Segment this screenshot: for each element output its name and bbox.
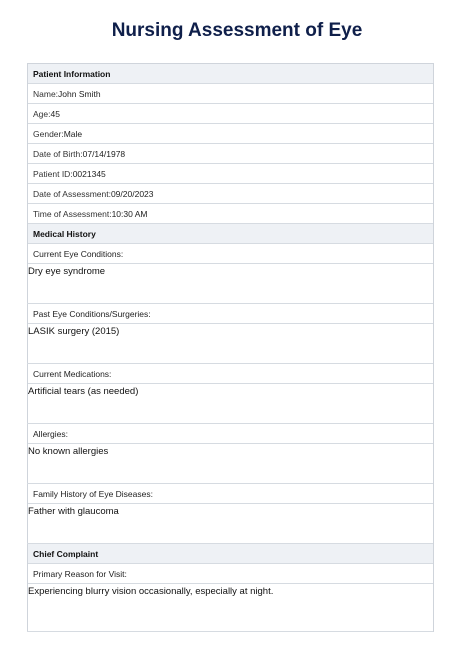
current-eye-conditions-label: Current Eye Conditions:: [28, 244, 433, 264]
allergies-label: Allergies:: [28, 424, 433, 444]
dob-field[interactable]: [28, 144, 433, 164]
family-history-label: Family History of Eye Diseases:: [28, 484, 433, 504]
assessment-form: [27, 63, 434, 632]
gender-label: Gender:: [33, 129, 64, 139]
name-field[interactable]: [28, 84, 433, 104]
assessment-time-value: 10:30 AM: [111, 209, 148, 219]
dob-value: 07/14/1978: [82, 149, 126, 159]
primary-reason-label: Primary Reason for Visit:: [28, 564, 433, 584]
page-title: Nursing Assessment of Eye: [111, 20, 363, 41]
current-medications-field[interactable]: Artificial tears (as needed): [27, 384, 433, 424]
past-eye-conditions-field[interactable]: LASIK surgery (2015): [27, 324, 433, 364]
age-value: 45: [50, 109, 60, 119]
patient-id-field[interactable]: [28, 164, 433, 184]
assessment-date-label: Date of Assessment:: [33, 189, 111, 199]
assessment-date-field[interactable]: [28, 184, 433, 204]
name-label: Name:: [33, 89, 59, 99]
allergies-field[interactable]: No known allergies: [27, 444, 433, 484]
family-history-field[interactable]: Father with glaucoma: [27, 504, 433, 544]
current-eye-conditions-field[interactable]: Dry eye syndrome: [27, 264, 433, 304]
primary-reason-field[interactable]: Experiencing blurry vision occasionally, especially at night.: [27, 584, 433, 632]
assessment-date-value: 09/20/2023: [110, 189, 154, 199]
assessment-time-field[interactable]: [28, 204, 433, 224]
section-patient-information: Patient Information: [28, 64, 433, 84]
patient-id-label: Patient ID:: [33, 169, 73, 179]
patient-id-value: 0021345: [72, 169, 106, 179]
age-label: Age:: [33, 109, 51, 119]
age-field[interactable]: [28, 104, 433, 124]
assessment-time-label: Time of Assessment:: [33, 209, 112, 219]
section-chief-complaint: Chief Complaint: [28, 544, 433, 564]
gender-field[interactable]: [28, 124, 433, 144]
current-medications-label: Current Medications:: [28, 364, 433, 384]
name-value: John Smith: [58, 89, 101, 99]
section-medical-history: Medical History: [28, 224, 433, 244]
dob-label: Date of Birth:: [33, 149, 83, 159]
gender-value: Male: [63, 129, 83, 139]
past-eye-conditions-label: Past Eye Conditions/Surgeries:: [28, 304, 433, 324]
